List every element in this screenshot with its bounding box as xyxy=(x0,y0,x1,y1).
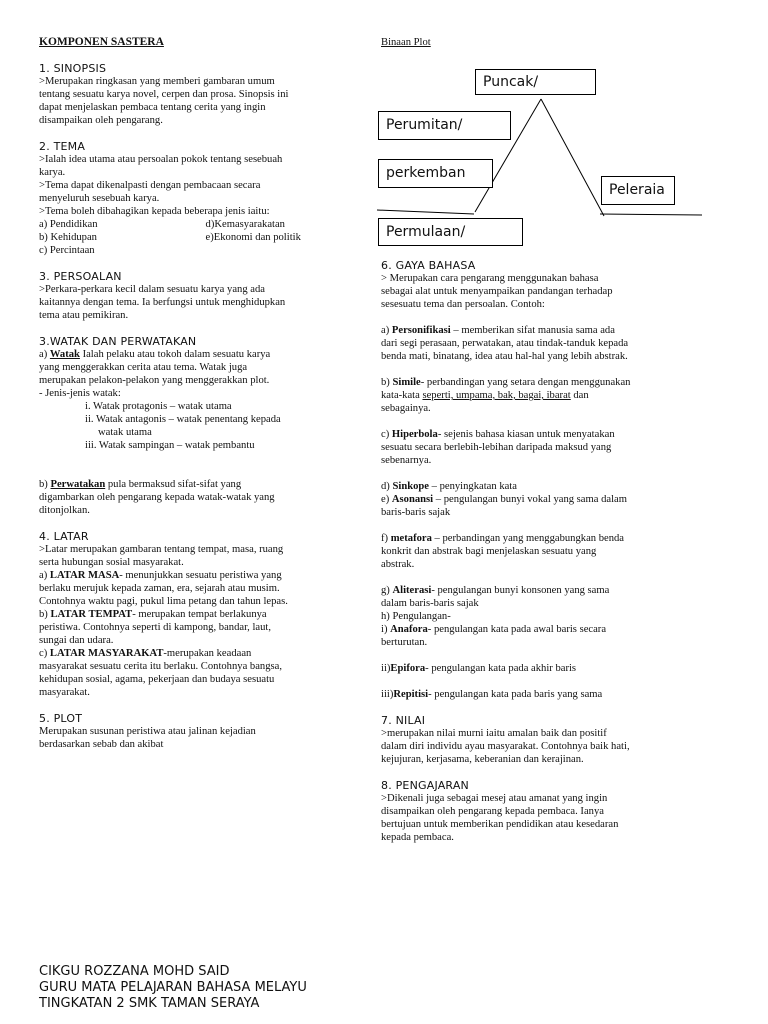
watak-type-3: iii. Watak sampingan – watak pembantu xyxy=(85,440,255,451)
asonansi-text xyxy=(381,506,691,519)
perwatakan-term: Perwatakan xyxy=(50,479,106,490)
asonansi: e) Asonansi – pengulangan bunyi vokal yang sama dalam xyxy=(381,494,627,505)
text-line: sebenarnya. xyxy=(381,455,432,466)
text-line: ditonjolkan. xyxy=(39,505,90,516)
personifikasi: a) Personifikasi – memberikan sifat manusia sama ada xyxy=(381,325,615,336)
watak-type-2-cont: watak utama xyxy=(98,427,152,438)
text-line: sesuatu secara berlebih-lebihan daripada maksud yang xyxy=(381,442,612,453)
text-line: dari segi perasaan, perwatakan, atau tindak-tanduk kepada xyxy=(381,338,629,349)
epifora: ii)Epifora- pengulangan kata pada akhir baris xyxy=(381,663,577,674)
latar-masa: a) LATAR MASA- menunjukkan sesuatu peristiwa yang xyxy=(39,570,282,581)
latar-masa-text xyxy=(39,582,339,608)
text-line: konkrit dan abstrak bagi menjelaskan sesuatu yang xyxy=(381,546,597,557)
text-line: >Tema dapat dikenalpasti dengan pembacaan secara xyxy=(39,180,261,191)
text-line: kehidupan sosial, agama, pekerjaan dan budaya sesuatu xyxy=(39,674,275,685)
perwatakan-definition: b) Perwatakan pula bermaksud sifat-sifat yang xyxy=(39,479,242,490)
text-line: yang menggerakkan cerita atau tema. Watak juga xyxy=(39,362,248,373)
text-line: masyarakat. xyxy=(39,687,90,698)
text-line: sungai dan udara. xyxy=(39,635,114,646)
text-line: tema atau pemikiran. xyxy=(39,310,129,321)
base-line-right xyxy=(600,214,702,215)
hiperbola-text xyxy=(381,441,691,467)
anafora: i) Anafora- pengulangan kata pada awal baris secara xyxy=(381,624,607,635)
text-line: serta hubungan sosial masyarakat. xyxy=(39,557,184,568)
text-line: peristiwa. Contohnya seperti di kampong, bandar, laut, xyxy=(39,622,271,633)
simile-line3: sebagainya. xyxy=(381,403,431,414)
text-line: abstrak. xyxy=(381,559,415,570)
latar-tempat-text xyxy=(39,621,339,647)
text-line: >Dikenali juga sebagai mesej atau amanat yang ingin xyxy=(381,793,608,804)
pengulangan: h) Pengulangan- xyxy=(381,611,451,622)
text-line: tentang sesuatu karya novel, cerpen dan prosa. Sinopsis ini xyxy=(39,89,289,100)
label-puncak: Puncak/ xyxy=(475,69,596,95)
label-peleraian: Peleraia xyxy=(601,176,675,205)
document-title: KOMPONEN SASTERA xyxy=(39,36,164,48)
text-line: baris-baris sajak xyxy=(381,507,451,518)
text-line: berturutan. xyxy=(381,637,428,648)
persoalan-text xyxy=(39,283,339,322)
sinkope: d) Sinkope – penyingkatan kata xyxy=(381,481,517,492)
section-heading-persoalan: 3. PERSOALAN xyxy=(39,270,122,283)
diagram-title: Binaan Plot xyxy=(381,37,431,48)
metafora-text xyxy=(381,545,691,571)
text-line: masyarakat sesuatu cerita itu berlaku. Contohnya bangsa, xyxy=(39,661,282,672)
plot-text xyxy=(39,725,339,751)
text-line: >Perkara-perkara kecil dalam sesuatu karya yang ada xyxy=(39,284,265,295)
gaya-bahasa-text xyxy=(381,272,691,311)
text-line: >Merupakan ringkasan yang memberi gambaran umum xyxy=(39,76,275,87)
aliterasi: g) Aliterasi- pengulangan bunyi konsonen yang sama xyxy=(381,585,610,596)
metafora: f) metafora – perbandingan yang menggabungkan benda xyxy=(381,533,625,544)
simile: b) Simile- perbandingan yang setara dengan menggunakan xyxy=(381,377,631,388)
simile-line2: kata-kata seperti, umpama, bak, bagai, ibarat dan xyxy=(381,390,589,401)
latar-text xyxy=(39,543,339,569)
pengajaran-text xyxy=(381,792,691,844)
text-line: disampaikan oleh pengarang. xyxy=(39,115,163,126)
text-line: Contohnya waktu pagi, pukul lima petang dan tahun lepas. xyxy=(39,596,288,607)
watak-type-1: i. Watak protagonis – watak utama xyxy=(85,401,232,412)
text-line: bertujuan untuk memberikan pendidikan atau kesedaran xyxy=(381,819,619,830)
text-line: >Latar merupakan gambaran tentang tempat, masa, ruang xyxy=(39,544,284,555)
watak-type-2: ii. Watak antagonis – watak penentang kepada xyxy=(85,414,281,425)
text-line: berlaku merujuk kepada zaman, era, sejarah atau musim. xyxy=(39,583,280,594)
latar-masyarakat: c) LATAR MASYARAKAT-merupakan keadaan xyxy=(39,648,252,659)
repitisi: iii)Repitisi- pengulangan kata pada baris yang sama xyxy=(381,689,603,700)
text-line: benda mati, binatang, idea atau hal-hal yang lebih abstrak. xyxy=(381,351,628,362)
section-heading-nilai: 7. NILAI xyxy=(381,714,426,727)
text-line: c) Percintaan xyxy=(39,245,95,256)
text-line: kejujuran, kerjasama, keberanian dan kerajinan. xyxy=(381,754,584,765)
label-permulaan: Permulaan/ xyxy=(378,218,523,246)
text-line: > Merupakan cara pengarang menggunakan bahasa xyxy=(381,273,599,284)
section-heading-sinopsis: 1. SINOPSIS xyxy=(39,62,107,75)
section-heading-latar: 4. LATAR xyxy=(39,530,89,543)
text-line: karya. xyxy=(39,167,66,178)
text-line: Merupakan susunan peristiwa atau jalinan kejadian xyxy=(39,726,256,737)
text-line: dalam baris-baris sajak xyxy=(381,598,479,609)
watak-types xyxy=(39,400,339,452)
text-line: kepada pembaca. xyxy=(381,832,454,843)
text-line: e)Ekonomi dan politik xyxy=(205,232,301,243)
latar-tempat: b) LATAR TEMPAT- merupakan tempat berlakunya xyxy=(39,609,267,620)
label-perumitan: Perumitan/ xyxy=(378,111,511,140)
text-line: a) Pendidikan xyxy=(39,219,98,230)
text-line: berdasarkan sebab dan akibat xyxy=(39,739,164,750)
text-line: disampaikan oleh pengarang kepada pembaca. Ianya xyxy=(381,806,604,817)
base-line-left xyxy=(377,210,474,214)
text-line: - Jenis-jenis watak: xyxy=(39,388,121,399)
section-heading-watak: 3.WATAK DAN PERWATAKAN xyxy=(39,335,197,348)
author-role: GURU MATA PELAJARAN BAHASA MELAYU xyxy=(39,980,307,995)
perwatakan-text xyxy=(39,491,339,517)
text-line: dapat menjelaskan pembaca tentang cerita yang ingin xyxy=(39,102,266,113)
right-column xyxy=(381,259,691,844)
label-perkembangan: perkemban xyxy=(378,159,493,188)
author-school: TINGKATAN 2 SMK TAMAN SERAYA xyxy=(39,996,260,1011)
text-line: sebagai alat untuk menyampaikan pandangan terhadap xyxy=(381,286,613,297)
text-line: d)Kemasyarakatan xyxy=(205,219,285,230)
text-line: merupakan pelakon-pelakon yang menggerakkan plot. xyxy=(39,375,270,386)
watak-definition: a) Watak Ialah pelaku atau tokoh dalam sesuatu karya xyxy=(39,349,271,360)
aliterasi-text xyxy=(381,597,691,610)
author-name: CIKGU ROZZANA MOHD SAID xyxy=(39,964,230,979)
anafora-text xyxy=(381,636,691,649)
falling-line xyxy=(541,99,604,216)
text-line: b) Kehidupan xyxy=(39,232,97,243)
text-line: kaitannya dengan tema. Ia berfungsi untuk menghidupkan xyxy=(39,297,286,308)
hiperbola: c) Hiperbola- sejenis bahasa kiasan untuk menyatakan xyxy=(381,429,615,440)
personifikasi-text xyxy=(381,337,691,363)
nilai-text xyxy=(381,727,691,766)
latar-masyarakat-text xyxy=(39,660,339,699)
section-heading-plot: 5. PLOT xyxy=(39,712,83,725)
author-footer xyxy=(39,964,307,1012)
section-heading-tema: 2. TEMA xyxy=(39,140,86,153)
section-heading-gaya-bahasa: 6. GAYA BAHASA xyxy=(381,259,476,272)
watak-text xyxy=(39,361,339,400)
text-line: digambarkan oleh pengarang kepada watak-watak yang xyxy=(39,492,275,503)
text-line: >Tema boleh dibahagikan kepada beberapa jenis iaitu: xyxy=(39,206,270,217)
text-line: sesesuatu tema dan persoalan. Contoh: xyxy=(381,299,545,310)
watak-term: Watak xyxy=(49,349,80,360)
text-line: >merupakan nilai murni iaitu amalan baik dan positif xyxy=(381,728,607,739)
section-heading-pengajaran: 8. PENGAJARAN xyxy=(381,779,469,792)
text-line: dalam diri individu ayau masyarakat. Contohnya baik hati, xyxy=(381,741,630,752)
text-line: >Ialah idea utama atau persoalan pokok tentang sesebuah xyxy=(39,154,283,165)
text-line: menyeluruh sesebuah karya. xyxy=(39,193,160,204)
